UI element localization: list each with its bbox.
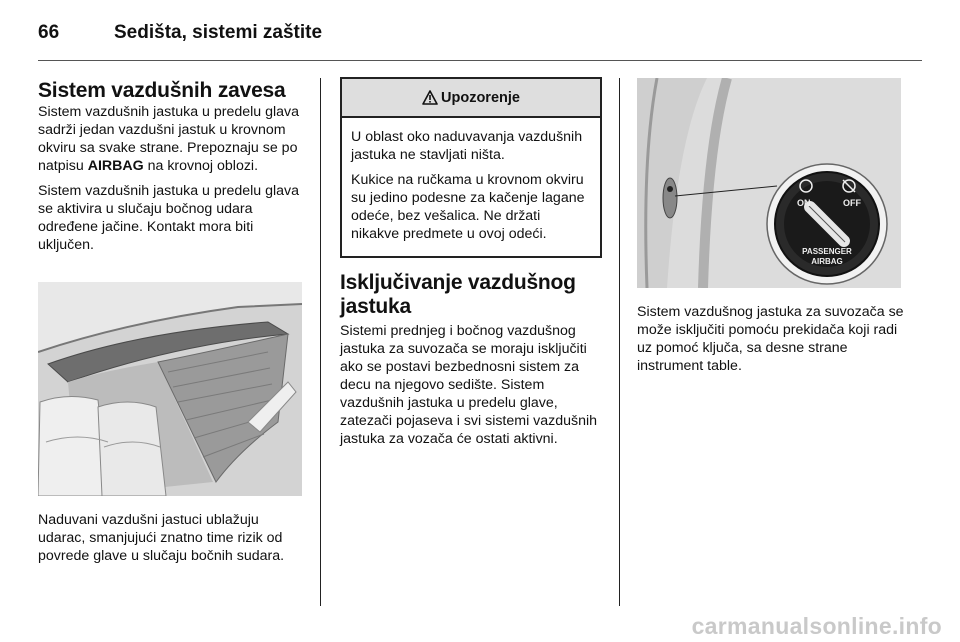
middle-column: [340, 77, 602, 455]
deactivation-paragraph: Sistemi prednjeg i bočnog vazdušnog jastuka za suvozača se moraju isključiti ako se postavi bezbednosni sistem za decu na njegovo sedište. Sistem vazdušnih jastuka u predelu glave, zatezači pojaseva i svi sistemi vazdušnih jastuka za vozača će ostati aktivni.: [340, 323, 598, 447]
car-interior-drawing: [38, 282, 302, 496]
airbag-label-text: AIRBAG: [87, 158, 144, 174]
page-number: 66: [38, 22, 60, 43]
left-caption: [38, 511, 306, 572]
header-rule: [38, 60, 922, 61]
curtain-airbag-illustration: [38, 282, 302, 496]
right-column: [637, 303, 907, 382]
section-heading-deactivation: Isključivanje vazdušnog jastuka: [340, 271, 576, 318]
left-paragraph-1: Sistem vazdušnih jastuka u predelu glava sadrži jedan vazdušni jastuk u krovnom okviru sa svake strane. Prepoznaju se po natpisu AIRBAG na krovnoj oblozi.: [38, 104, 300, 174]
switch-caption: Sistem vazdušnog jastuka za suvozača se može isključiti pomoću prekidača koji radi uz pomoć ključa, sa desne strane instrument table.: [637, 304, 904, 374]
switch-off-label: OFF: [843, 198, 861, 208]
dashboard-switch-drawing: [637, 78, 901, 288]
column-divider-left: [320, 78, 321, 606]
chapter-title: Sedišta, sistemi zaštite: [114, 22, 323, 43]
watermark: carmanualsonline.info: [691, 613, 942, 639]
warning-title: Upozorenje: [441, 89, 520, 106]
illustration-caption: Naduvani vazdušni jastuci ublažuju udarac, smanjujući znatno time rizik od povrede glave u slučaju bočnih sudara.: [38, 512, 285, 564]
section-heading-curtain-airbag: Sistem vazdušnih zavesa: [38, 79, 286, 102]
airbag-switch-illustration: [637, 78, 901, 288]
left-column: [38, 79, 306, 261]
switch-airbag-label: AIRBAG: [811, 257, 843, 266]
column-divider-right: [619, 78, 620, 606]
page-header: [38, 22, 322, 44]
warning-box: [340, 77, 602, 258]
warning-header: [342, 79, 600, 118]
warning-body: [342, 118, 600, 256]
switch-passenger-label: PASSENGER: [802, 247, 852, 256]
warning-triangle-icon: [422, 90, 438, 105]
warning-paragraph-2: Kukice na ručkama u krovnom okviru su jedino podesne za kačenje lagane odeće, bez vešalica. Ne držati nikakve predmete u ovoj odeći.: [351, 172, 585, 242]
left-paragraph-2: Sistem vazdušnih jastuka u predelu glava se aktivira u slučaju bočnog udara određene jačine. Kontakt mora biti uključen.: [38, 183, 300, 253]
switch-on-label: ON: [797, 198, 811, 208]
warning-paragraph-1: U oblast oko naduvavanja vazdušnih jastuka ne stavljati ništa.: [351, 129, 583, 163]
